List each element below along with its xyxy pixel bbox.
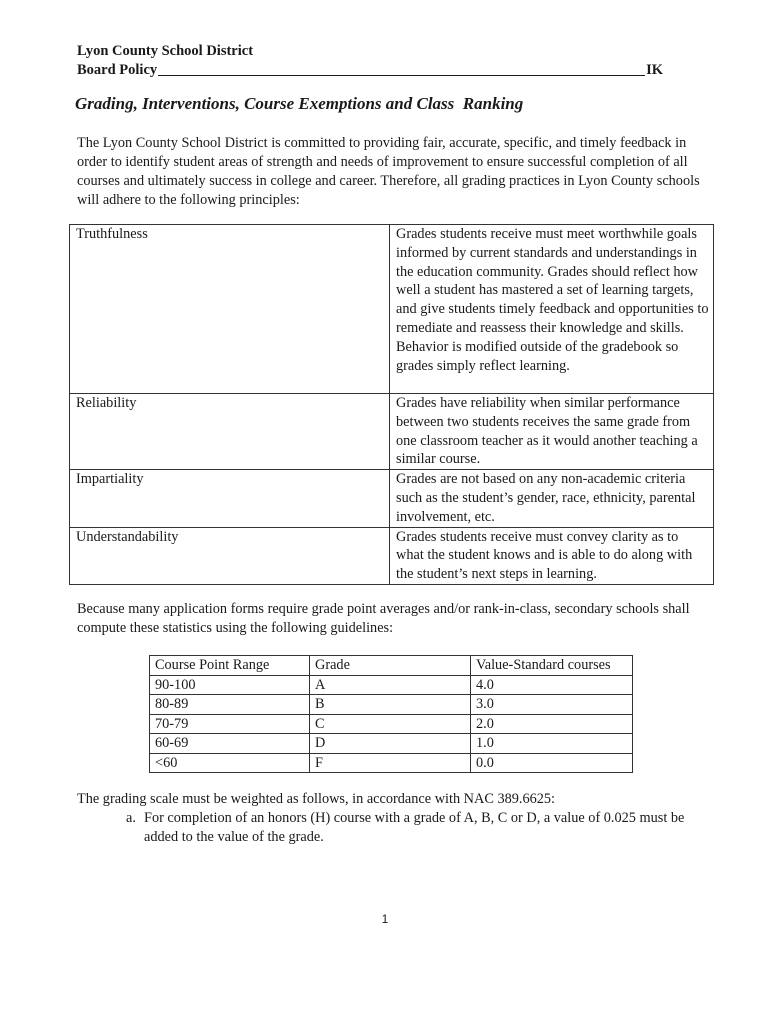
table-row bbox=[150, 675, 633, 695]
principles-table bbox=[69, 224, 714, 585]
grade-cell: D bbox=[310, 734, 471, 754]
point-range-cell: 70-79 bbox=[150, 714, 310, 734]
column-header: Course Point Range bbox=[150, 656, 310, 676]
value-cell: 3.0 bbox=[471, 695, 633, 715]
table-row bbox=[150, 695, 633, 715]
page-number: 1 bbox=[381, 912, 389, 926]
policy-label: Board Policy bbox=[77, 62, 158, 78]
list-item-text: For completion of an honors (H) course with a grade of A, B, C or D, a value of 0.025 must be added to the value of the grade. bbox=[144, 810, 685, 845]
table-row bbox=[150, 714, 633, 734]
gpa-paragraph: Because many application forms require grade point averages and/or rank-in-class, secondary schools shall compute these statistics using the following guidelines: bbox=[77, 601, 690, 636]
point-range-cell: 80-89 bbox=[150, 695, 310, 715]
policy-code: IK bbox=[646, 62, 663, 78]
principle-description: Grades students receive must convey clarity as to what the student knows and is able to do along with the student’s next steps in learning. bbox=[390, 527, 714, 584]
column-header: Grade bbox=[310, 656, 471, 676]
table-row bbox=[150, 734, 633, 754]
table-row bbox=[150, 753, 633, 773]
principle-name: Impartiality bbox=[70, 470, 390, 527]
column-header: Value-Standard courses bbox=[471, 656, 633, 676]
list-item bbox=[126, 809, 706, 847]
principle-name: Reliability bbox=[70, 394, 390, 470]
value-cell: 1.0 bbox=[471, 734, 633, 754]
policy-line bbox=[77, 61, 663, 79]
table-header-row bbox=[150, 656, 633, 676]
policy-underline bbox=[158, 75, 645, 76]
value-cell: 2.0 bbox=[471, 714, 633, 734]
intro-paragraph: The Lyon County School District is committed to providing fair, accurate, specific, and timely feedback in order to identify student areas of strength and needs of improvement to ensure successful completion of all courses and ultimately success in college and career. Therefore, all grading practices in Lyon County schools will adhere to the following principles: bbox=[77, 135, 700, 208]
principle-description: Grades students receive must meet worthwhile goals informed by current standards and understandings in the education community. Grades should reflect how well a student has mastered a set of learning targets, and give students timely feedback and opportunities to remediate and reassess their knowledge and skills. Behavior is modified outside of the gradebook so grades simply reflect learning. bbox=[390, 225, 714, 394]
grade-cell: C bbox=[310, 714, 471, 734]
grade-cell: B bbox=[310, 695, 471, 715]
point-range-cell: <60 bbox=[150, 753, 310, 773]
point-range-cell: 60-69 bbox=[150, 734, 310, 754]
principle-name: Truthfulness bbox=[70, 225, 390, 394]
principle-description: Grades are not based on any non-academic criteria such as the student’s gender, race, ethnicity, parental involvement, etc. bbox=[390, 470, 714, 527]
grade-scale-table bbox=[149, 655, 633, 773]
table-row bbox=[70, 527, 714, 584]
point-range-cell: 90-100 bbox=[150, 675, 310, 695]
table-row bbox=[70, 225, 714, 394]
weighting-paragraph: The grading scale must be weighted as follows, in accordance with NAC 389.6625: bbox=[77, 791, 556, 807]
principle-name: Understandability bbox=[70, 527, 390, 584]
value-cell: 0.0 bbox=[471, 753, 633, 773]
list-marker: a. bbox=[126, 810, 136, 826]
value-cell: 4.0 bbox=[471, 675, 633, 695]
grade-cell: F bbox=[310, 753, 471, 773]
principle-description: Grades have reliability when similar performance between two students receives the same grade from one classroom teacher as it would another teaching a similar course. bbox=[390, 394, 714, 470]
table-row bbox=[70, 470, 714, 527]
district-name: Lyon County School District bbox=[77, 43, 254, 59]
table-row bbox=[70, 394, 714, 470]
grade-cell: A bbox=[310, 675, 471, 695]
document-title: Grading, Interventions, Course Exemptions and Class Ranking bbox=[75, 94, 524, 113]
